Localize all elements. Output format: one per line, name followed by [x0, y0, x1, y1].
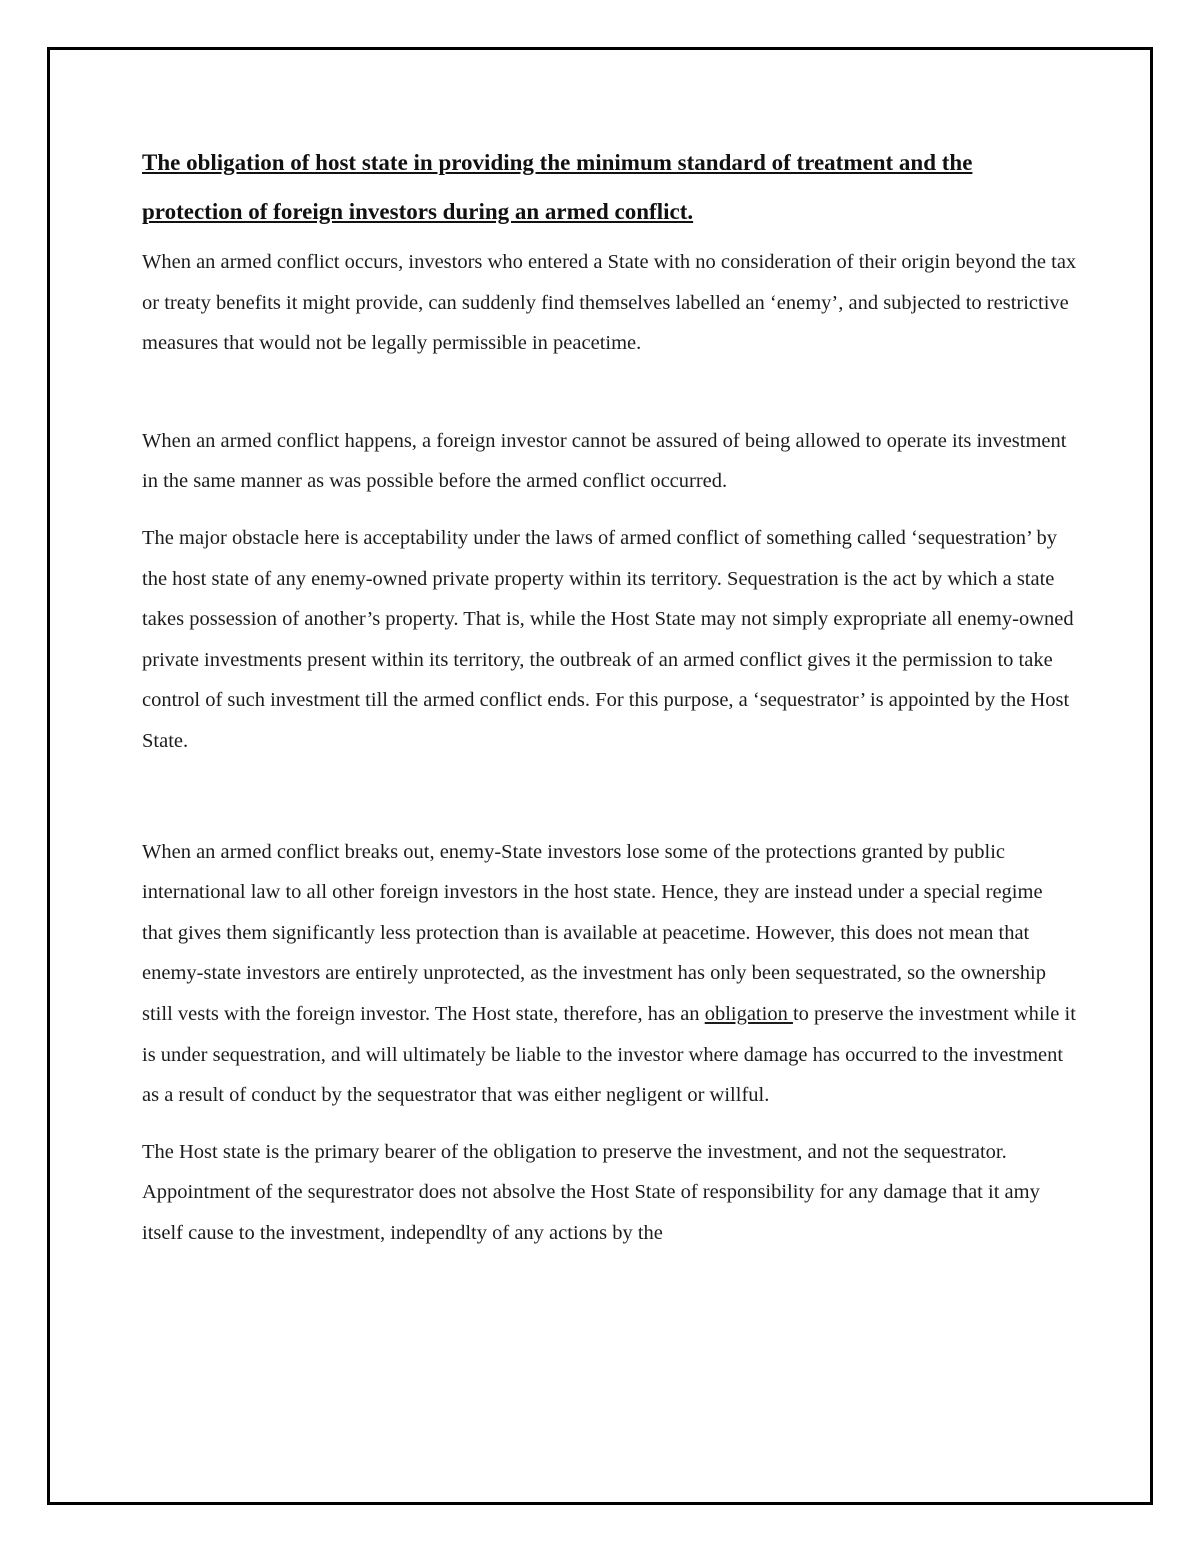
document-title: The obligation of host state in providing the minimum standard of treatment and the protection of foreign investors during an armed conflict.: [142, 150, 973, 224]
blank-line: [142, 364, 1077, 421]
paragraph-1: When an armed conflict occurs, investors who entered a State with no consideration of their origin beyond the tax or treaty benefits it might provide, can suddenly find themselves labelled an ‘enemy’, and subjected to restrictive measures that would not be legally permissible in peacetime.: [142, 251, 1077, 355]
underlined-word-obligation: obligation: [704, 1002, 793, 1025]
paragraph-spacing: [142, 502, 1077, 518]
blank-line: [142, 762, 1077, 832]
paragraph-spacing: [142, 1116, 1077, 1132]
paragraph-2: When an armed conflict happens, a foreign investor cannot be assured of being allowed to operate its investment in the same manner as was possible before the armed conflict occurred.: [142, 429, 1067, 493]
paragraph-4-text-start: When an armed conflict breaks out, enemy-State investors lose some of the protections granted by public international law to all other foreign investors in the host state. Hence, they are instead under a special regime that gives them significantly less protection than is available at peacetime. However, this does not mean that enemy-state investors are entirely unprotected, as the investment has only been sequestrated, so the ownership still vests with the foreign investor. The Host state, therefore, has an: [142, 840, 1047, 1025]
paragraph-5: The Host state is the primary bearer of the obligation to preserve the investment, and not the sequestrator. Appointment of the sequrestrator does not absolve the Host State of responsibility for any damage that it amy itself cause to the investment, independlty of any actions by the: [142, 1140, 1040, 1244]
paragraph-4-text-end: to preserve the investment while it is under sequestration, and will ultimately be liable to the investor where damage has occurred to the investment as a result of conduct by the sequestrator that was either negligent or willful.: [142, 1002, 1076, 1107]
document-body: [142, 138, 1077, 1253]
paragraph-4: [142, 832, 1077, 1116]
paragraph-3: The major obstacle here is acceptability under the laws of armed conflict of something called ‘sequestration’ by the host state of any enemy-owned private property within its territory. Sequestration is the act by which a state takes possession of another’s property. That is, while the Host State may not simply expropriate all enemy-owned private investments present within its territory, the outbreak of an armed conflict gives it the permission to take control of such investment till the armed conflict ends. For this purpose, a ‘sequestrator’ is appointed by the Host State.: [142, 526, 1074, 752]
